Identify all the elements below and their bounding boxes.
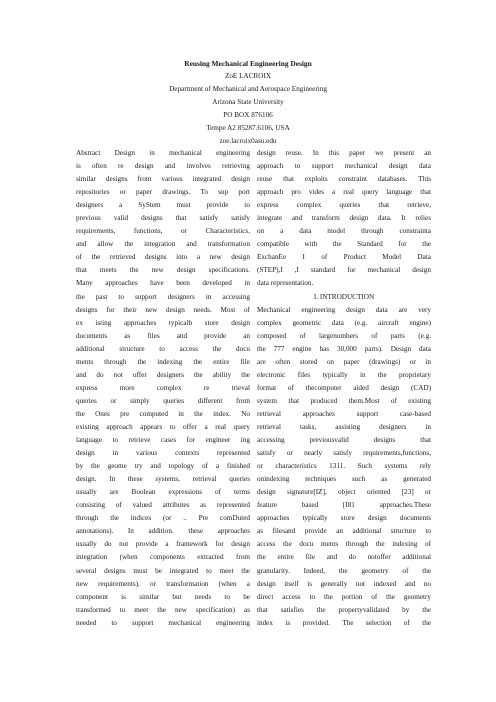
body-text-line: complex geometric data (e.g. aircraft engine) — [257, 318, 431, 327]
abstract-line: new requirements), or transformation (when a — [76, 579, 250, 588]
author-city: Tempe A2 85287.6106, USA — [206, 124, 290, 132]
body-text-line: Mechanical engineering design data are very — [257, 305, 431, 314]
body-text-line: format of thecomputer aided design (CAD) — [257, 383, 431, 392]
abstract-line: the Ones pre computed in the index. No — [76, 409, 250, 418]
body-text-line: as filesand provide an additional structure to — [257, 527, 431, 536]
abstract-line: designers a SyStem must provide to — [76, 201, 250, 210]
abstract-line: several designs must be integrated to meet the — [76, 566, 250, 575]
author-email: zoe.lacroix0asu.edu — [219, 137, 277, 145]
abstract-line: by the geome try and topology of a finished — [76, 462, 250, 471]
body-text-line: approaches typically store design documents — [257, 514, 431, 523]
body-text-line: I. INTRODUCTION — [313, 292, 375, 301]
abstract-line: ments through the indexing the entire file — [76, 357, 250, 366]
body-text-line: (STEP),I ,I standard for mechanical design — [257, 266, 431, 275]
body-text-line: onindexing techniques such as generated — [257, 475, 431, 484]
abstract-line: the past to support designers in accessing — [76, 292, 250, 301]
abstract-line: through the indices (or .. Pre comDuted — [76, 514, 250, 523]
body-text-line: ExchanEe I of Product Model Data — [257, 253, 431, 262]
body-text-line: the entire file and do notoffer additional — [257, 553, 431, 562]
abstract-line: design in various contexts represented — [76, 449, 250, 458]
abstract-line: usually do not provide a framework for design — [76, 540, 250, 549]
body-text-line: granularity. Indeed, the geometry of the — [257, 566, 431, 575]
body-text-line: feature based [I81 approaches.These — [257, 501, 431, 510]
abstract-line: Many approaches have been developed in — [76, 279, 250, 288]
body-text-line: accessing previousvalid designs that — [257, 436, 431, 445]
abstract-line: additional structure to access the docu — [76, 344, 250, 353]
body-text-line: compatible with the Standard for the — [257, 240, 431, 249]
author-department: Department of Mechanical and Aerospace Engineering — [169, 85, 327, 93]
abstract-line: requirements, functions, or Characteristics, — [76, 227, 250, 236]
abstract-line: express more complex re trieval — [76, 383, 250, 392]
body-text-line: integrate and transform design data. It relies — [257, 214, 431, 223]
abstract-line: is often re design and involves retrieving — [76, 162, 250, 171]
abstract-line: ex isting approaches typicalb store design — [76, 318, 250, 327]
author-university: Arizona State University — [212, 98, 284, 106]
right-column — [257, 147, 431, 630]
abstract-line: documents as files and provide an — [76, 331, 250, 340]
body-text-line: approach to support mechanical design data — [257, 162, 431, 171]
body-text-line: composed of largenumbers of parts (e.g. — [257, 331, 431, 340]
abstract-line: consisting of valued attributes as represented — [76, 501, 250, 510]
body-text-line: design itself is generally not indexed and no — [257, 579, 431, 588]
body-text-line: express complex queries that retrieve, — [257, 201, 431, 210]
author-name: ZoE LACROIX — [224, 72, 272, 80]
abstract-line: annotations). In addition. these approaches — [76, 527, 250, 536]
paper-header — [0, 57, 496, 148]
abstract-line: component is similar but needs to be — [76, 592, 250, 601]
body-text-line: are often stored on paper (drawings) or in — [257, 357, 431, 366]
body-text-line: satisfy or nearly satisfy requirements,functions, — [257, 449, 431, 458]
body-text-line: access the docu ments through the indexing of — [257, 540, 431, 549]
abstract-line: queries or simply queries different from — [76, 396, 250, 405]
body-text-line: index is provided. The selection of the — [257, 618, 431, 627]
body-text-line: design signature[IZ], object oriented [23] or — [257, 488, 431, 497]
abstract-line: of the retrieved designs into a new design — [76, 253, 250, 262]
body-text-line: that satisfies the propertyvalidated by the — [257, 605, 431, 614]
body-text-line: direct access to the portion of the geometry — [257, 592, 431, 601]
body-text-line: reuse that exploits constraint databases. This — [257, 175, 431, 184]
abstract-line: and allow the integration and transformation — [76, 240, 250, 249]
body-text-line: the 777 engine has 30,000 parts). Design data — [257, 344, 431, 353]
abstract-line: previous valid designs that satisfy satisfy — [76, 214, 250, 223]
abstract-line: transformed to meet the new specification) as — [76, 605, 250, 614]
body-text-line: design reuse. In this paper we present an — [257, 149, 431, 157]
left-column — [76, 147, 250, 630]
body-text-line: retrieval approaches support case-based — [257, 409, 431, 418]
body-text-line: data representation. — [257, 279, 314, 288]
body-text-line: retrieval tasks, assisting designers in — [257, 422, 431, 431]
abstract-line: needed to support mechanical engineering — [76, 618, 250, 627]
abstract-line: design. In these systems, retrieval queries — [76, 475, 250, 484]
abstract-line: Abstract Design in mechanical engineering — [76, 149, 250, 157]
body-text-line: or characteristics 1311. Such systems rely — [257, 462, 431, 471]
body-text-line: electronic files typically in the proprietary — [257, 370, 431, 379]
abstract-line: that meets the new design specifications. — [76, 266, 250, 275]
abstract-line: similar designs from various integrated design — [76, 175, 250, 184]
body-text-line: approach pro vides a real query language that — [257, 188, 431, 197]
author-po-box: PO BOX 876106 — [223, 111, 273, 119]
abstract-line: repositories or paper drawings. To sup port — [76, 188, 250, 197]
body-text-line: system that produced them.Most of existing — [257, 396, 431, 405]
abstract-line: language to retrieve cases for engineer ing — [76, 436, 250, 445]
abstract-line: usually are Boolean expressions of terms — [76, 488, 250, 497]
abstract-line: designs for their new design needs. Most of — [76, 305, 250, 314]
paper-title: Reusing Mechanical Engineering Design — [184, 59, 312, 68]
abstract-line: existing approach appears to offer a real query — [76, 422, 250, 431]
body-text-line: on a data model through constrainta — [257, 227, 431, 236]
abstract-line: and do not offer designers the ability the — [76, 370, 250, 379]
abstract-line: integration (when components extracted from — [76, 553, 250, 562]
